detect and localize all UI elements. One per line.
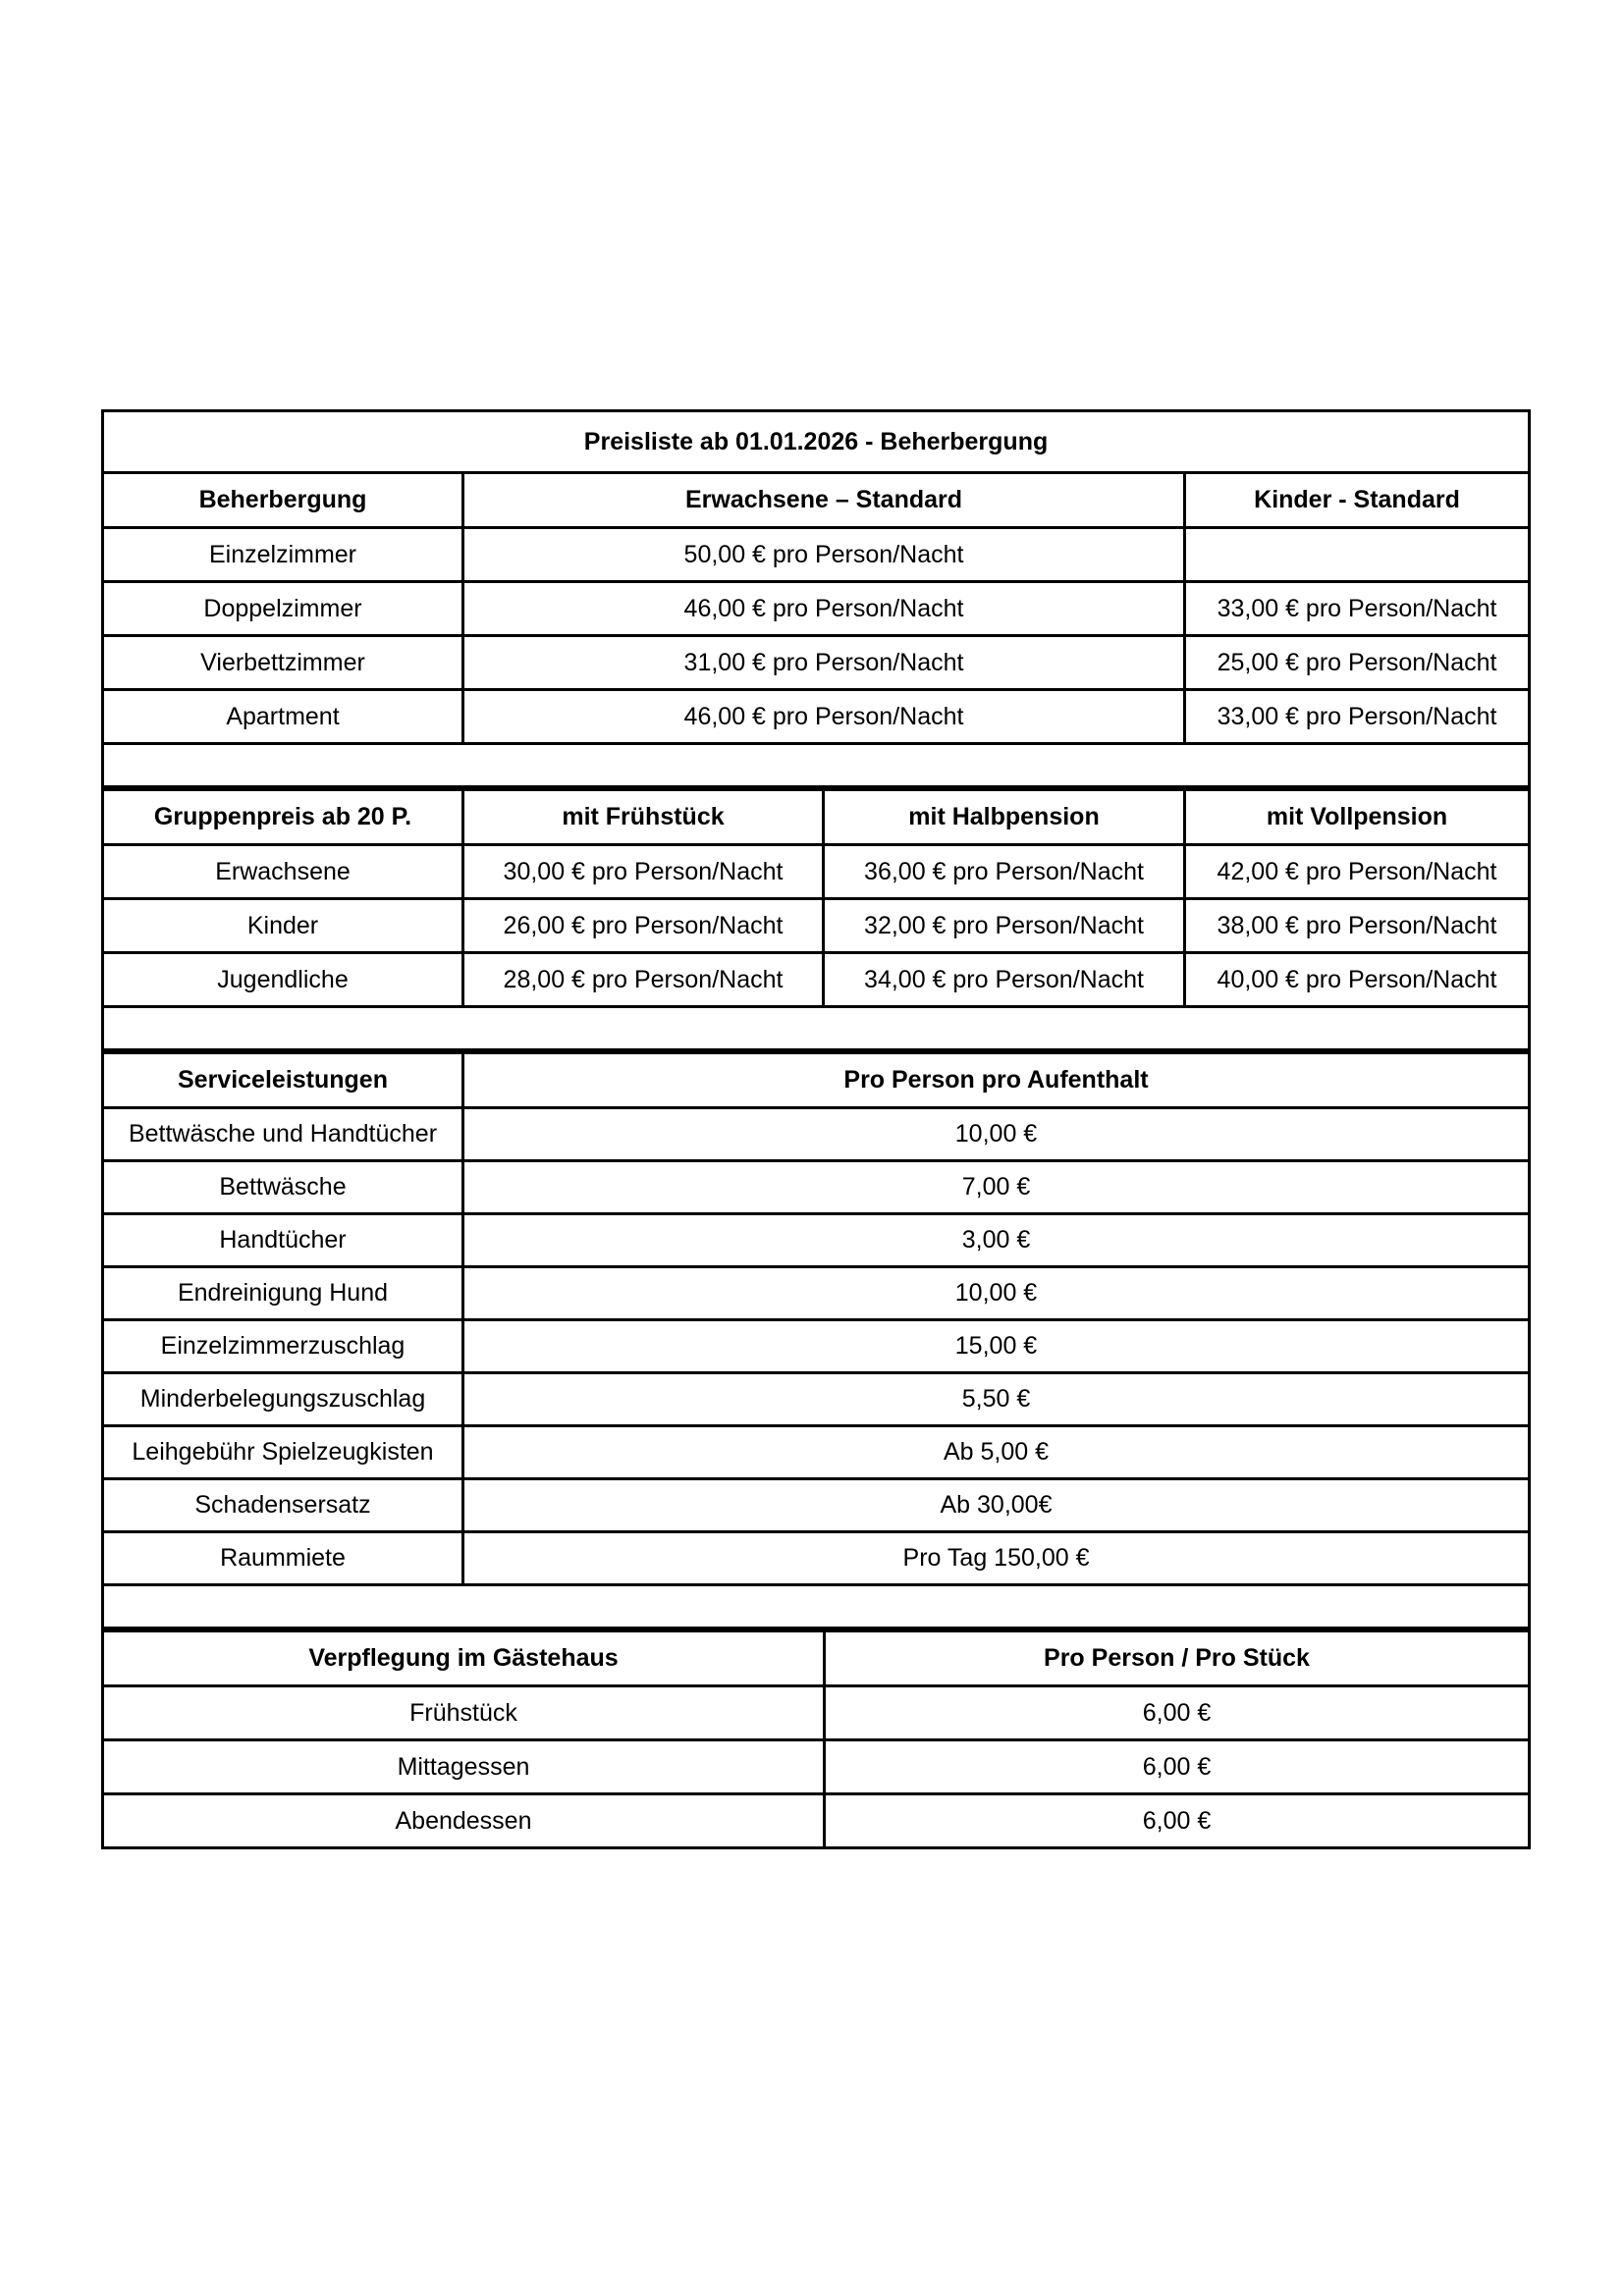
group-row-fullboard-price: 40,00 € pro Person/Nacht: [1185, 953, 1530, 1007]
lodging-header-row: [103, 473, 1530, 528]
services-row-name: Minderbelegungszuschlag: [103, 1373, 463, 1426]
group-row-fullboard-price: 42,00 € pro Person/Nacht: [1185, 845, 1530, 899]
group-row-breakfast-price: 28,00 € pro Person/Nacht: [463, 953, 824, 1007]
table-row: [103, 582, 1530, 636]
group-row-name: Kinder: [103, 899, 463, 953]
lodging-table: [101, 409, 1531, 788]
table-row: [103, 1686, 1530, 1740]
group-row-halfboard-price: 36,00 € pro Person/Nacht: [824, 845, 1185, 899]
table-row: [103, 1794, 1530, 1848]
services-row-name: Endreinigung Hund: [103, 1267, 463, 1320]
lodging-row-name: Einzelzimmer: [103, 528, 463, 582]
group-header-category: Gruppenpreis ab 20 P.: [103, 790, 463, 845]
services-header-row: [103, 1053, 1530, 1108]
lodging-row-adult-price: 46,00 € pro Person/Nacht: [463, 582, 1185, 636]
group-header-fullboard: mit Vollpension: [1185, 790, 1530, 845]
services-header-price: Pro Person pro Aufenthalt: [463, 1053, 1530, 1108]
table-row: [103, 1426, 1530, 1479]
block-spacer: [103, 744, 1530, 787]
services-row-price: Pro Tag 150,00 €: [463, 1532, 1530, 1585]
lodging-row-adult-price: 31,00 € pro Person/Nacht: [463, 636, 1185, 690]
lodging-row-name: Apartment: [103, 690, 463, 744]
page-title: Preisliste ab 01.01.2026 - Beherbergung: [103, 411, 1530, 473]
catering-row-name: Frühstück: [103, 1686, 825, 1740]
services-row-name: Bettwäsche und Handtücher: [103, 1108, 463, 1161]
group-row-breakfast-price: 30,00 € pro Person/Nacht: [463, 845, 824, 899]
services-row-price: 10,00 €: [463, 1108, 1530, 1161]
services-row-name: Schadensersatz: [103, 1479, 463, 1532]
table-row: [103, 1479, 1530, 1532]
lodging-row-child-price: 33,00 € pro Person/Nacht: [1185, 582, 1530, 636]
lodging-header-child: Kinder - Standard: [1185, 473, 1530, 528]
services-row-name: Raummiete: [103, 1532, 463, 1585]
table-row: [103, 1740, 1530, 1794]
lodging-row-adult-price: 46,00 € pro Person/Nacht: [463, 690, 1185, 744]
lodging-header-adult: Erwachsene – Standard: [463, 473, 1185, 528]
table-row: [103, 1320, 1530, 1373]
catering-table: [101, 1629, 1531, 1849]
table-row: [103, 1267, 1530, 1320]
group-row-breakfast-price: 26,00 € pro Person/Nacht: [463, 899, 824, 953]
lodging-row-child-price: 33,00 € pro Person/Nacht: [1185, 690, 1530, 744]
services-header-category: Serviceleistungen: [103, 1053, 463, 1108]
services-row-price: 10,00 €: [463, 1267, 1530, 1320]
spacer-cell: [103, 1007, 1530, 1050]
spacer-cell: [103, 1585, 1530, 1629]
services-row-name: Einzelzimmerzuschlag: [103, 1320, 463, 1373]
services-row-name: Handtücher: [103, 1214, 463, 1267]
lodging-row-name: Vierbettzimmer: [103, 636, 463, 690]
table-row: [103, 1373, 1530, 1426]
table-row: [103, 1214, 1530, 1267]
services-row-price: 3,00 €: [463, 1214, 1530, 1267]
block-spacer: [103, 1007, 1530, 1050]
services-table: [101, 1051, 1531, 1629]
table-row: [103, 899, 1530, 953]
lodging-row-name: Doppelzimmer: [103, 582, 463, 636]
services-row-name: Bettwäsche: [103, 1161, 463, 1214]
services-row-price: 15,00 €: [463, 1320, 1530, 1373]
lodging-row-child-price: 25,00 € pro Person/Nacht: [1185, 636, 1530, 690]
catering-header-price: Pro Person / Pro Stück: [825, 1631, 1530, 1686]
title-row: [103, 411, 1530, 473]
block-spacer: [103, 1585, 1530, 1629]
services-row-price: 5,50 €: [463, 1373, 1530, 1426]
table-row: [103, 528, 1530, 582]
group-row-fullboard-price: 38,00 € pro Person/Nacht: [1185, 899, 1530, 953]
services-row-price: Ab 30,00€: [463, 1479, 1530, 1532]
services-row-price: 7,00 €: [463, 1161, 1530, 1214]
catering-row-name: Mittagessen: [103, 1740, 825, 1794]
lodging-row-child-price: [1185, 528, 1530, 582]
services-row-name: Leihgebühr Spielzeugkisten: [103, 1426, 463, 1479]
price-list-sheet: [101, 409, 1528, 1849]
catering-header-row: [103, 1631, 1530, 1686]
group-row-name: Jugendliche: [103, 953, 463, 1007]
catering-header-category: Verpflegung im Gästehaus: [103, 1631, 825, 1686]
group-price-table: [101, 788, 1531, 1051]
group-header-halfboard: mit Halbpension: [824, 790, 1185, 845]
catering-row-price: 6,00 €: [825, 1686, 1530, 1740]
catering-row-price: 6,00 €: [825, 1794, 1530, 1848]
table-row: [103, 953, 1530, 1007]
lodging-row-adult-price: 50,00 € pro Person/Nacht: [463, 528, 1185, 582]
group-row-name: Erwachsene: [103, 845, 463, 899]
catering-row-price: 6,00 €: [825, 1740, 1530, 1794]
group-header-row: [103, 790, 1530, 845]
spacer-cell: [103, 744, 1530, 787]
table-row: [103, 1108, 1530, 1161]
table-row: [103, 1161, 1530, 1214]
table-row: [103, 845, 1530, 899]
table-row: [103, 636, 1530, 690]
group-row-halfboard-price: 34,00 € pro Person/Nacht: [824, 953, 1185, 1007]
services-row-price: Ab 5,00 €: [463, 1426, 1530, 1479]
group-header-breakfast: mit Frühstück: [463, 790, 824, 845]
group-row-halfboard-price: 32,00 € pro Person/Nacht: [824, 899, 1185, 953]
table-row: [103, 1532, 1530, 1585]
table-row: [103, 690, 1530, 744]
catering-row-name: Abendessen: [103, 1794, 825, 1848]
lodging-header-category: Beherbergung: [103, 473, 463, 528]
